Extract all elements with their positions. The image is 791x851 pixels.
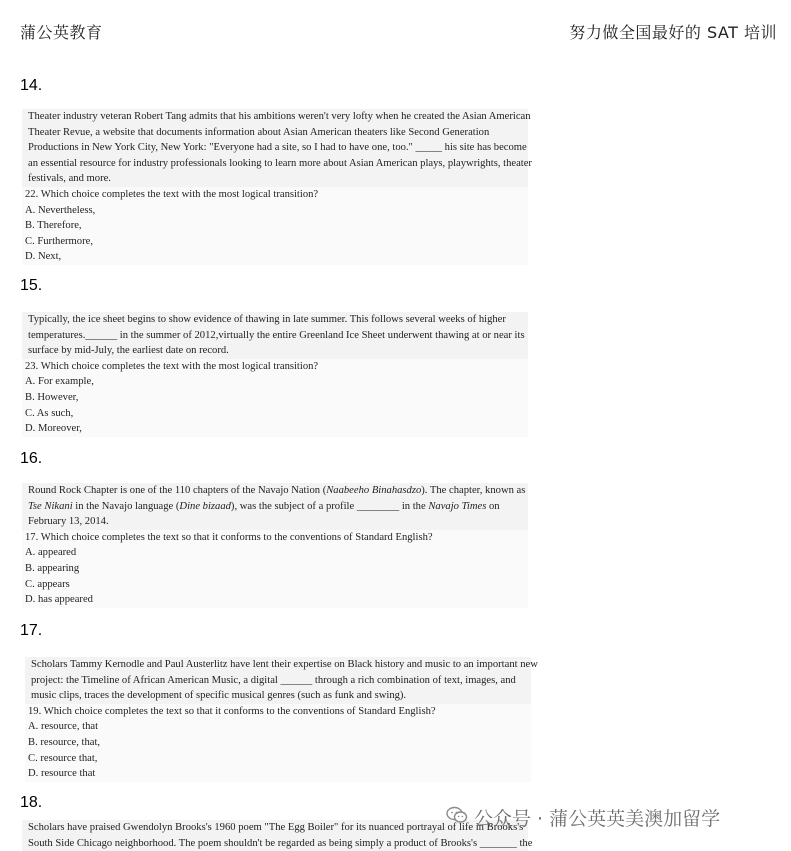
answer-option-b: B. appearing <box>25 562 80 574</box>
answer-option-b: B. Therefore, <box>25 220 82 232</box>
passage-line: Theater Revue, a website that documents information about Asian American theaters like Second Generation <box>28 126 490 138</box>
wechat-icon <box>446 806 468 829</box>
answer-option-b: B. resource, that, <box>28 736 101 748</box>
wechat-watermark <box>446 804 720 831</box>
passage-line <box>25 499 525 515</box>
passage-line <box>25 483 525 499</box>
answer-option-a: A. appeared <box>25 547 77 559</box>
passage-line: February 13, 2014. <box>28 516 109 528</box>
header-right-slogan: 努力做全国最好的 SAT 培训 <box>569 23 777 42</box>
question-prompt: 23. Which choice completes the text with the most logical transition? <box>25 360 319 372</box>
passage <box>22 312 528 359</box>
question-block <box>22 109 532 265</box>
answer-option-d: D. resource that <box>28 768 96 780</box>
passage <box>25 657 538 704</box>
header-left-brand: 蒲公英教育 <box>20 23 103 42</box>
passage-line: Scholars Tammy Kernodle and Paul Austerlitz have lent their expertise on Black history and music to an important new <box>31 659 538 670</box>
answer-option-a: A. For example, <box>25 376 94 388</box>
question-number: 14. <box>20 77 43 94</box>
passage-line: South Side Chicago neighborhood. The poem shouldn't be regarded as being simply a product of Brooks's _______ the <box>28 837 533 849</box>
answer-option-c: C. Furthermore, <box>25 235 93 247</box>
answer-option-a: A. resource, that <box>28 721 99 733</box>
question-number: 17. <box>20 622 43 639</box>
passage-italic: Tse Nikani <box>28 500 73 512</box>
passage <box>22 483 528 530</box>
passage-text: Round Rock Chapter is one of the 110 chapters of the Navajo Nation ( <box>28 485 327 496</box>
answer-option-a: A. Nevertheless, <box>25 204 96 216</box>
passage-line: music clips, traces the development of specific musical genres (such as funk and swing). <box>31 690 407 702</box>
passage-text: in the Navajo language ( <box>72 500 180 512</box>
question-block <box>25 657 538 782</box>
question-prompt: 22. Which choice completes the text with the most logical transition? <box>25 188 319 200</box>
passage-line: temperatures.______ in the summer of 2012,virtually the entire Greenland Ice Sheet underwent thawing at or near its <box>28 329 525 341</box>
passage-italic: Naabeeho Binahasdzo <box>326 485 422 496</box>
question-options <box>22 359 528 437</box>
question-block <box>22 312 528 437</box>
passage-line: Productions in New York City, New York: "Everyone had a site, so I had to have one, too." _____ his site has become <box>28 142 527 154</box>
question-prompt: 19. Which choice completes the text so that it conforms to the conventions of Standard English? <box>28 705 436 717</box>
answer-option-d: D. Moreover, <box>25 423 82 435</box>
passage-line: project: the Timeline of African American Music, a digital ______ through a rich combination of text, images, and <box>31 674 516 686</box>
passage-line: Typically, the ice sheet begins to show evidence of thawing in late summer. This follows several weeks of higher <box>28 314 506 325</box>
answer-option-d: D. has appeared <box>25 594 93 606</box>
passage-line: surface by mid-July, the earliest date on record. <box>28 345 229 357</box>
passage-text: ), was the subject of a profile ________ in the <box>230 500 429 512</box>
passage-line: festivals, and more. <box>28 173 111 185</box>
question-prompt: 17. Which choice completes the text so that it conforms to the conventions of Standard English? <box>25 531 433 543</box>
question-number: 15. <box>20 277 43 294</box>
answer-option-b: B. However, <box>25 391 79 403</box>
passage-text: ). The chapter, known as <box>421 485 526 496</box>
passage-italic: Dine bizaad <box>179 500 231 512</box>
passage <box>22 109 532 187</box>
watermark-text: 公众号 · 蒲公英英美澳加留学 <box>474 808 721 830</box>
answer-option-d: D. Next, <box>25 251 62 263</box>
passage-line: Theater industry veteran Robert Tang admits that his ambitions weren't very lofty when he created the Asian American <box>28 111 531 122</box>
passage-text: on <box>486 500 500 512</box>
answer-option-c: C. resource that, <box>28 752 98 764</box>
question-options <box>22 187 528 265</box>
passage-line: Scholars have praised Gwendolyn Brooks's 1960 poem "The Egg Boiler" for its nuanced portrayal of life in Brooks's <box>28 822 524 833</box>
question-block <box>22 483 528 608</box>
question-number: 16. <box>20 450 43 467</box>
answer-option-c: C. As such, <box>25 407 74 419</box>
answer-option-c: C. appears <box>25 578 70 590</box>
passage-italic: Navajo Times <box>428 500 487 512</box>
question-options <box>22 530 528 608</box>
question-options <box>25 704 531 782</box>
passage-line: an essential resource for industry professionals looking to learn more about Asian American plays, playwrights, theater <box>28 157 532 169</box>
question-number: 18. <box>20 794 43 811</box>
